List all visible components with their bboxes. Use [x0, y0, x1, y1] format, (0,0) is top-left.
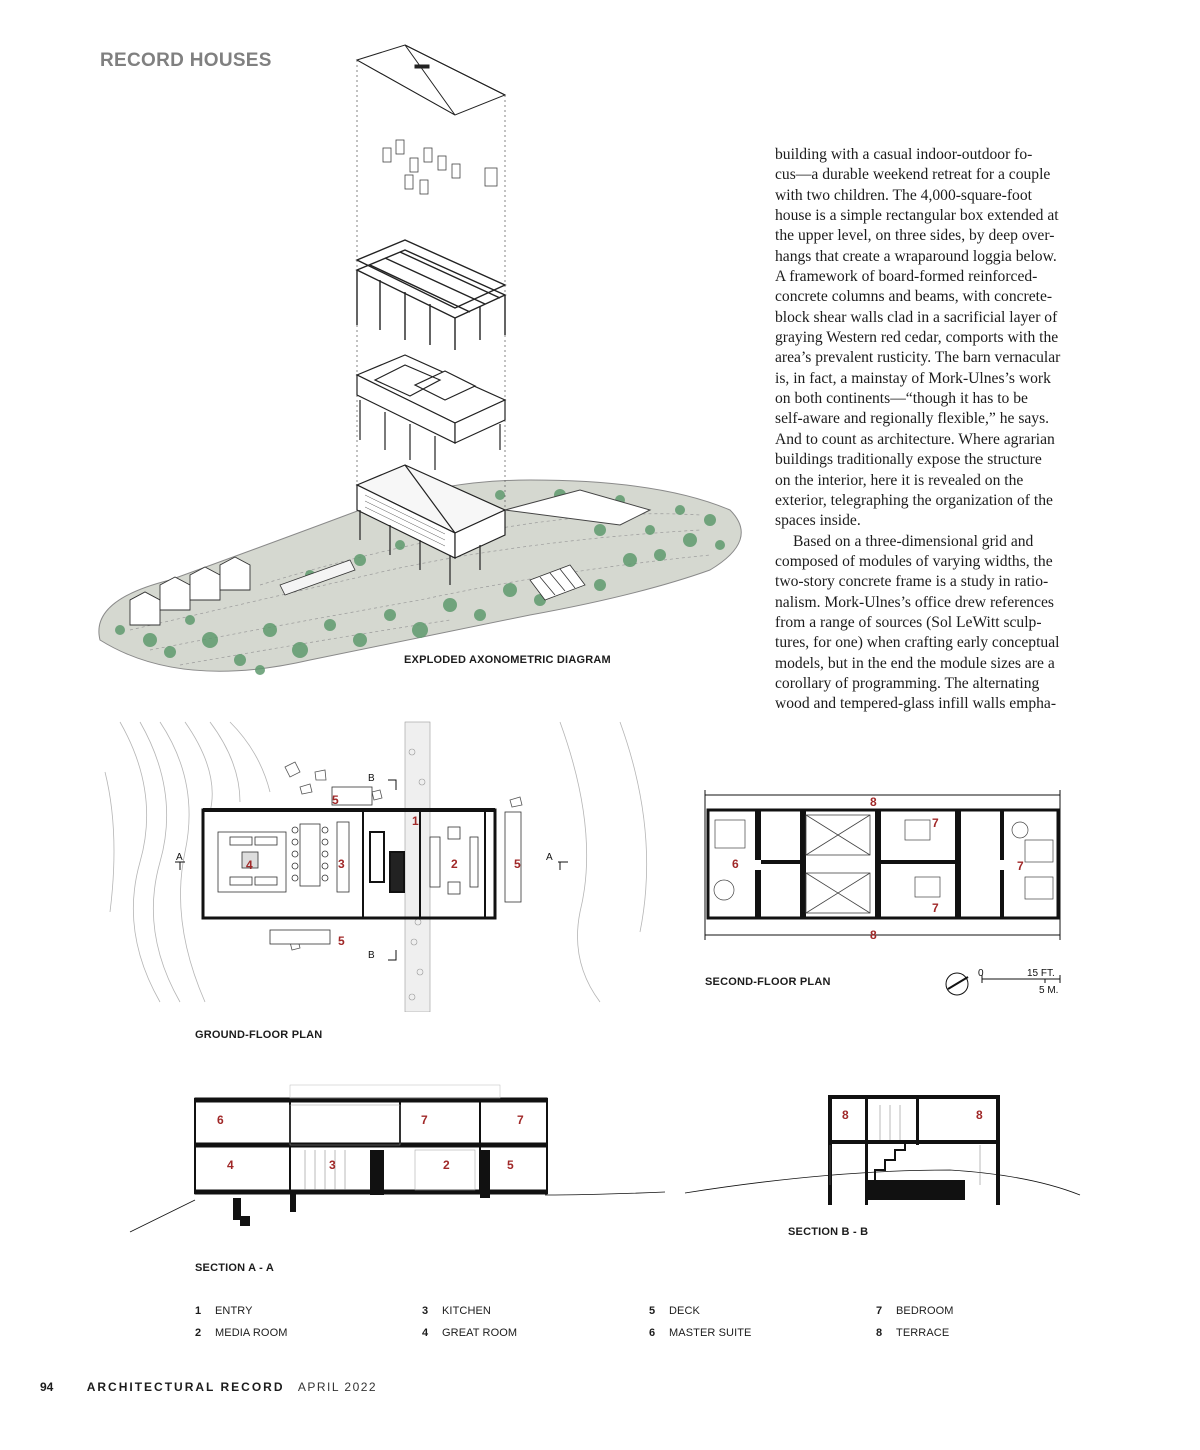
page-footer: [40, 1380, 377, 1394]
legend-item: 3 KITCHEN: [422, 1305, 491, 1317]
section-bb-drawing: [680, 1085, 1090, 1210]
room-number-entry: 1: [412, 814, 419, 828]
body-line: two-story concrete frame is a study in ratio-: [775, 573, 1049, 591]
legend-item: 7 BEDROOM: [876, 1305, 954, 1317]
body-line: nalism. Mork-Ulnes’s office drew references: [775, 593, 1054, 611]
ground-floor-plan: [100, 712, 660, 1012]
legend-item: 2 MEDIA ROOM: [195, 1327, 288, 1339]
scale-zero: 0: [978, 968, 984, 979]
scale-feet: 15 FT.: [1027, 968, 1055, 979]
room-number-great-room: 4: [246, 858, 253, 872]
section-aa-media-room: 2: [443, 1158, 450, 1172]
axonometric-caption: EXPLODED AXONOMETRIC DIAGRAM: [404, 654, 611, 666]
cut-a-west: A: [176, 852, 183, 863]
legend-item: 8 TERRACE: [876, 1327, 950, 1339]
body-line: graying Western red cedar, comports with the: [775, 329, 1059, 347]
page-number: 94: [40, 1380, 54, 1394]
room-number-media: 2: [451, 857, 458, 871]
section-aa-deck: 5: [507, 1158, 514, 1172]
body-line: the upper level, on three sides, by deep over-: [775, 227, 1055, 245]
body-line: area’s prevalent rusticity. The barn vernacular: [775, 349, 1061, 367]
stone-path: [405, 722, 430, 1012]
section-aa-bedroom-1: 7: [421, 1113, 428, 1127]
room-number-bedroom-south: 7: [932, 901, 939, 915]
body-line: cus—a durable weekend retreat for a couple: [775, 166, 1051, 184]
section-aa-caption: SECTION A - A: [195, 1262, 274, 1274]
legend-item: 6 MASTER SUITE: [649, 1327, 752, 1339]
scale-and-north: [940, 965, 1070, 1000]
section-aa-kitchen: 3: [329, 1158, 336, 1172]
body-line: models, but in the end the module sizes are a: [775, 654, 1055, 672]
section-aa-drawing: [125, 1080, 670, 1240]
exploded-axonometric-diagram: [60, 40, 760, 700]
second-floor-caption: SECOND-FLOOR PLAN: [705, 976, 831, 988]
room-number-deck-east: 5: [514, 857, 521, 871]
room-number-bedroom-north: 7: [932, 816, 939, 830]
body-line: is, in fact, a mainstay of Mork-Ulnes’s work: [775, 369, 1051, 387]
body-line: A framework of board-formed reinforced-: [775, 268, 1038, 286]
magazine-name: ARCHITECTURAL RECORD: [86, 1380, 285, 1394]
section-bb-caption: SECTION B - B: [788, 1226, 869, 1238]
ground-floor-caption: GROUND-FLOOR PLAN: [195, 1029, 323, 1041]
body-line: exterior, telegraphing the organization of the: [775, 491, 1053, 509]
issue-date: APRIL 2022: [297, 1380, 378, 1394]
upper-frame: [357, 240, 505, 350]
roof-layer: [357, 45, 505, 115]
body-line: corollary of programming. The alternating: [775, 674, 1040, 692]
room-number-master-suite: 6: [732, 857, 739, 871]
body-line: concrete columns and beams, with concrete-: [775, 288, 1053, 306]
body-line: on the interior, here it is revealed on the: [775, 471, 1024, 489]
cut-a-east: A: [546, 852, 553, 863]
section-aa-bedroom-2: 7: [517, 1113, 524, 1127]
body-line: hangs that create a wraparound loggia below.: [775, 247, 1057, 265]
body-line: block shear walls clad in a sacrificial layer of: [775, 308, 1058, 326]
second-floor-plan: [700, 785, 1070, 945]
room-number-kitchen: 3: [338, 857, 345, 871]
cut-b-north: B: [368, 773, 375, 784]
legend-item: 5 DECK: [649, 1305, 700, 1317]
body-line: wood and tempered-glass infill walls empha-: [775, 695, 1057, 713]
cut-b-south: B: [368, 950, 375, 961]
north-arrow-icon: [946, 973, 968, 995]
legend-item: 1 ENTRY: [195, 1305, 253, 1317]
scale-meters: 5 M.: [1039, 985, 1059, 996]
room-number-deck-north: 5: [332, 793, 339, 807]
body-line: from a range of sources (Sol LeWitt sculp-: [775, 613, 1042, 631]
section-aa-master-suite: 6: [217, 1113, 224, 1127]
room-number-bedroom-east: 7: [1017, 859, 1024, 873]
room-number-terrace-south: 8: [870, 928, 877, 942]
section-bb-terrace-east: 8: [976, 1108, 983, 1122]
body-line: self-aware and regionally flexible,” he says.: [775, 410, 1050, 428]
room-number-deck-south: 5: [338, 934, 345, 948]
body-line: building with a casual indoor-outdoor fo-: [775, 146, 1033, 163]
body-line: And to count as architecture. Where agrarian: [775, 430, 1055, 448]
body-line: house is a simple rectangular box extended at: [775, 207, 1059, 225]
room-number-terrace-north: 8: [870, 795, 877, 809]
second-floor-layer: [357, 355, 505, 470]
body-line: buildings traditionally expose the structure: [775, 451, 1042, 469]
article-body-text: [775, 145, 1087, 715]
body-line: tures, for one) when crafting early conceptual: [775, 634, 1060, 652]
window-layer: [383, 140, 497, 194]
legend-item: 4 GREAT ROOM: [422, 1327, 518, 1339]
section-bb-terrace-west: 8: [842, 1108, 849, 1122]
body-line: spaces inside.: [775, 512, 861, 530]
section-label: RECORD HOUSES: [100, 50, 272, 71]
body-line: composed of modules of varying widths, the: [775, 552, 1053, 570]
body-line: on both continents—“though it has to be: [775, 390, 1028, 408]
body-line: Based on a three-dimensional grid and: [793, 532, 1034, 550]
section-aa-great-room: 4: [227, 1158, 234, 1172]
body-line: with two children. The 4,000-square-foot: [775, 186, 1032, 204]
